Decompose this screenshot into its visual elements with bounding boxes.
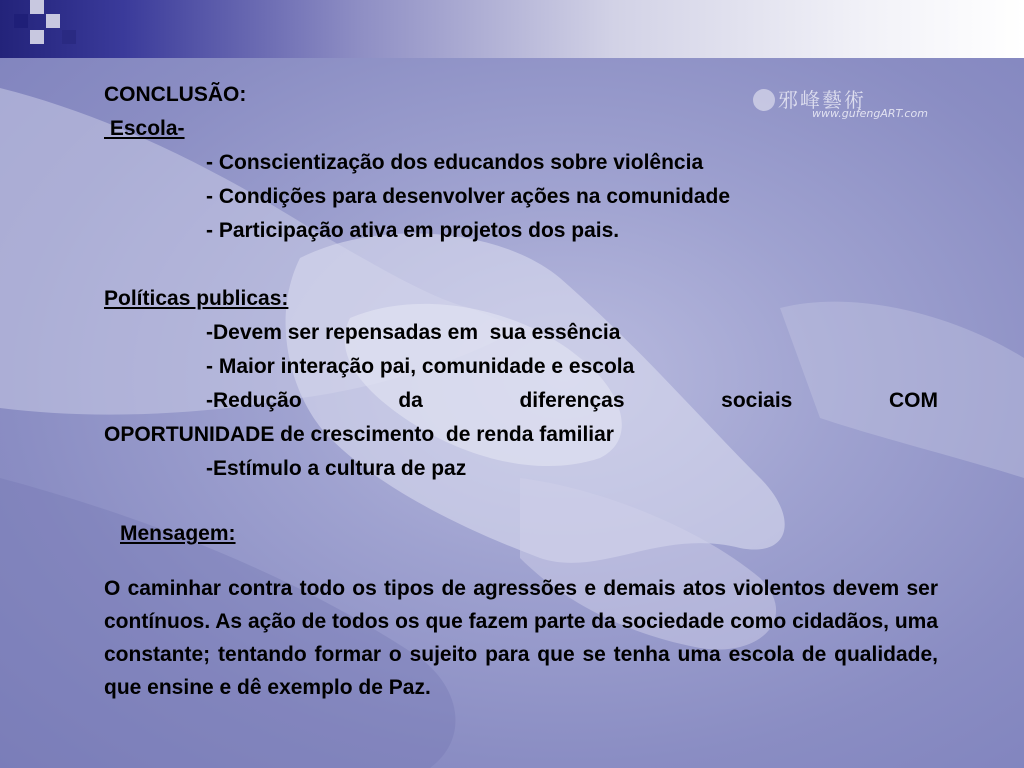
policy-word: COM xyxy=(888,389,938,412)
watermark-characters: 邪峰藝術 xyxy=(778,88,866,112)
header-bar xyxy=(0,0,1024,58)
decor-square-navy xyxy=(62,30,76,44)
policy-word: diferenças xyxy=(519,389,625,412)
policy-word: da xyxy=(398,389,423,412)
conclusion-section xyxy=(104,78,938,486)
decor-square-light xyxy=(30,30,44,44)
policy-item: -Devem ser repensadas em sua essência xyxy=(206,321,621,344)
policies-heading: Políticas publicas: xyxy=(104,287,289,310)
decor-square-navy xyxy=(14,14,28,28)
policy-word: sociais xyxy=(721,389,793,412)
policy-item: - Maior interação pai, comunidade e escola xyxy=(206,355,635,378)
watermark-url: www.gufengART.com xyxy=(812,107,928,120)
school-item: - Participação ativa em projetos dos pais. xyxy=(206,219,620,242)
decor-square-light xyxy=(30,0,44,14)
policy-item-continuation: OPORTUNIDADE de crescimento de renda familiar xyxy=(104,423,614,446)
spacer xyxy=(104,248,938,282)
school-item: - Condições para desenvolver ações na comunidade xyxy=(206,185,731,208)
school-heading: Escola- xyxy=(104,117,185,140)
conclusion-title: CONCLUSÃO: xyxy=(104,83,247,106)
message-paragraph: O caminhar contra todo os tipos de agressões e demais atos violentos devem ser contínuos. As ação de todos os que fazem parte da sociedade como cidadãos, uma constante; tentando formar o sujeito para que se tenha uma escola de qualidade, que ensine e dê exemplo de Paz. xyxy=(104,577,938,699)
school-item: - Conscientização dos educandos sobre violência xyxy=(206,151,704,174)
message-heading: Mensagem: xyxy=(120,522,236,545)
decor-square-light xyxy=(46,14,60,28)
policy-word: -Redução xyxy=(206,389,302,412)
policy-item-justified xyxy=(104,384,938,418)
policy-item: -Estímulo a cultura de paz xyxy=(206,457,467,480)
